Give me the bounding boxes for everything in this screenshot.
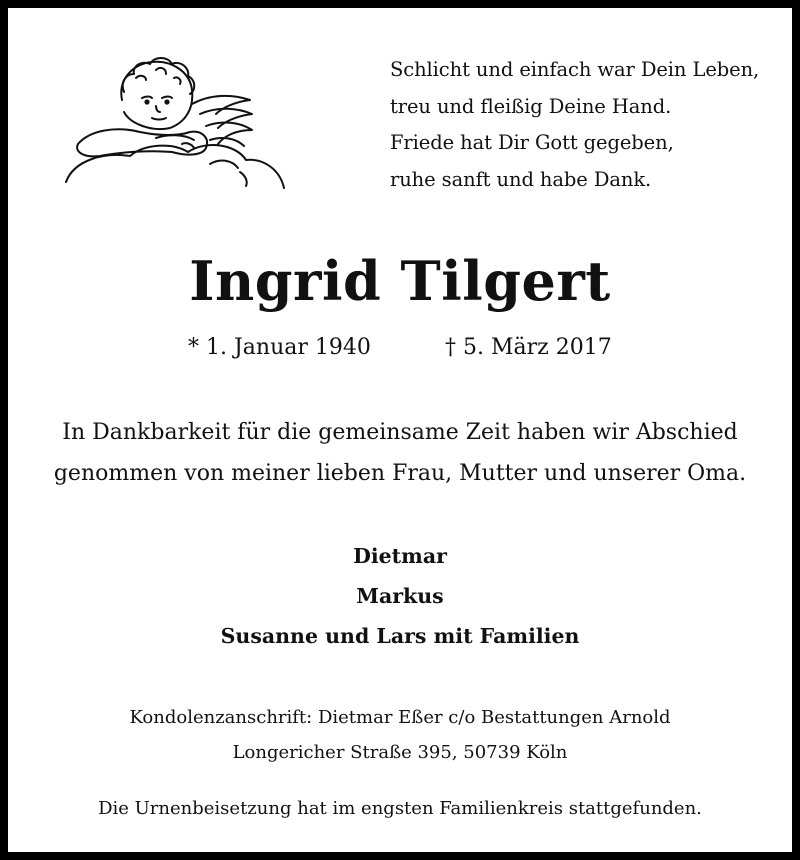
cherub-illustration-icon xyxy=(60,52,292,192)
thanks-text xyxy=(8,412,792,494)
family-name: Dietmar xyxy=(353,544,447,568)
thanks-line: In Dankbarkeit für die gemeinsame Zeit haben wir Abschied xyxy=(62,420,738,445)
family-names xyxy=(8,536,792,656)
notice-text: Die Urnenbeisetzung hat im engsten Familienkreis stattgefunden. xyxy=(98,798,702,819)
death-date: † 5. März 2017 xyxy=(445,335,612,360)
poem xyxy=(390,52,790,198)
birth-date: * 1. Januar 1940 xyxy=(188,335,371,360)
address-line: Kondolenzanschrift: Dietmar Eßer c/o Bestattungen Arnold xyxy=(129,707,671,728)
poem-line: Schlicht und einfach war Dein Leben, xyxy=(390,58,760,81)
deceased-name: Ingrid Tilgert xyxy=(189,249,611,313)
condolence-address xyxy=(8,700,792,770)
address-line: Longericher Straße 395, 50739 Köln xyxy=(232,742,568,763)
family-name: Susanne und Lars mit Familien xyxy=(220,624,580,648)
burial-notice xyxy=(8,792,792,826)
thanks-line: genommen von meiner lieben Frau, Mutter und unserer Oma. xyxy=(53,461,747,486)
family-name: Markus xyxy=(356,584,444,608)
poem-line: Friede hat Dir Gott gegeben, xyxy=(390,131,674,154)
poem-line: ruhe sanft und habe Dank. xyxy=(390,167,652,191)
poem-line: treu und fleißig Deine Hand. xyxy=(390,94,672,118)
